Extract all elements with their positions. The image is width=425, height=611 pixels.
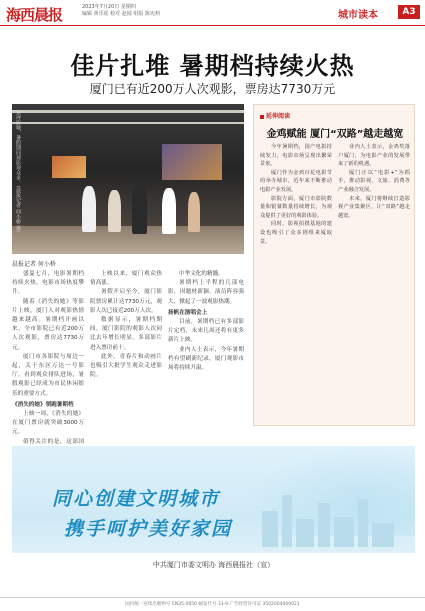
skyline-building (334, 517, 354, 547)
skyline-building (372, 523, 394, 547)
paragraph: 上映一周，《消失的她》在厦门票房就突破3000万元。 (12, 411, 84, 436)
paragraph: 未来，厦门将继续打造影视产业集聚区，让“双路”越走越宽。 (338, 195, 410, 219)
paragraph: 目前，暑期档已有多部影片定档，未来几周还将有更多新片上映。 (168, 319, 244, 344)
subheading: 扬帆在演唱会上 (168, 309, 208, 316)
section-name: 城市读本 (338, 10, 378, 21)
ceiling-light (12, 110, 244, 113)
page-number-badge: A3 (398, 5, 420, 19)
moviegoer (188, 192, 200, 232)
paragraph: 随着《消失的她》等影片上映，厦门人对观影热情越来越高。暑期档开画以来，全市影院已有近200万人次观影，票房达7730万元。 (12, 298, 84, 351)
newspaper-logo: 海西晨报 (6, 6, 63, 24)
paragraph: 暑期档上半程的几部电影，因题材新颖、演员阵容强大，掀起了一波观影热潮。 (168, 280, 244, 305)
lobby-floor (12, 226, 244, 254)
square-bullet-icon (260, 115, 264, 119)
paragraph: 值得关注的是，这部国 (23, 438, 84, 445)
skyline-building (262, 511, 278, 547)
article-column-3 (168, 270, 244, 438)
sidebar-column-1 (260, 143, 332, 421)
paragraph: 暑假开启至今，厦门影院票房累计达7730万元，观影人次已接近200万人次。 (90, 289, 162, 314)
paragraph: 同时，影视拍摄基地的建设也吸引了众多剧组来厦取景。 (260, 221, 332, 245)
page-footer: 国内统一连续出版物号 CN35-0050 邮发代号 33-9 广告经营许可证 3502004000021 (0, 597, 425, 611)
sidebar-tag-label: 延伸阅读 (266, 113, 291, 120)
banner-slogan-2: 携手呵护美好家园 (64, 518, 233, 540)
article-column-2 (90, 270, 162, 438)
sidebar-box (253, 104, 415, 426)
article-subhead: 厦门已有近200万人次观影，票房达7730万元 (89, 82, 336, 96)
promo-poster (52, 156, 86, 178)
article-byline: 晨报记者 何小桥 (12, 261, 56, 268)
moviegoer (132, 184, 147, 234)
moviegoer (82, 186, 96, 232)
paragraph: 业内人士表示，金鸡奖落户厦门，为电影产业的发展带来了新的机遇。 (338, 144, 410, 168)
subheading: 《消失的她》领跑暑期档 (12, 401, 74, 408)
article-photo (12, 104, 244, 254)
paragraph: 上映以来，厦门观众热情高涨。 (90, 271, 162, 287)
paragraph: 中华文化的精髓。 (179, 271, 224, 277)
sidebar-tag (260, 111, 290, 120)
civic-banner-ad (12, 446, 415, 579)
article-headline: 佳片扎堆 暑期档持续火热 (70, 51, 355, 80)
editor-line: 编辑 黄乐瑶 校对 赵圆 组版 陈宪莉 (82, 11, 160, 17)
banner-sponsor: 中共厦门市委文明办 海西晨报社（宣） (152, 561, 275, 569)
moviegoer (162, 188, 176, 234)
paragraph: 今年暑期档，国产电影持续发力，电影市场呈现出繁荣景象。 (260, 144, 332, 168)
masthead (0, 0, 425, 26)
paragraph: 厦门市各影院与周边一起，关于东区万达一号影厅，看到观众排队进场，暑假观影已经成为市民休闲娱乐的重要方式。 (12, 353, 84, 397)
sidebar-title: 金鸡赋能 厦门“双路”越走越宽 (266, 129, 404, 140)
banner-slogan-1: 同心创建文明城市 (52, 488, 221, 510)
paragraph: 此外，青春片和动画片也吸引大批学生观众走进影院。 (90, 353, 162, 379)
skyline-building (358, 499, 368, 547)
masthead-meta (82, 4, 160, 18)
promo-screen (162, 144, 222, 180)
photo-vertical-caption: 东坪影城，暑假期间观影观众多。（晨报记者 何小桥 摄） (15, 110, 21, 236)
issue-date: 2023年7月20日 星期四 (82, 4, 136, 10)
paragraph: 业内人士表示，今年暑期档有望刷新纪录，厦门观影市场将持续升温。 (168, 346, 244, 372)
skyline-building (296, 519, 314, 547)
moviegoer (108, 190, 121, 232)
ceiling-light (12, 122, 244, 124)
paragraph: 影院方面，厦门市影院数量和银幕数量持续增长，为观众提供了更好的观影体验。 (260, 195, 332, 219)
paragraph: 数据显示，暑期档期间，厦门影院的观影人次同比去年增长明显，多部影片进入票房前十。 (90, 317, 162, 351)
paragraph: 厦门作为金鸡百花电影节的举办城市，近年来不断推动电影产业发展。 (260, 169, 332, 193)
sidebar-column-2 (338, 143, 410, 421)
paragraph: 厦门正以“电影+”为抓手，推动影视、文旅、消费等产业融合发展。 (338, 169, 410, 193)
article-column-1 (12, 270, 84, 445)
skyline-building (318, 503, 330, 547)
paragraph: 盛夏七月，电影暑期档持续火热，电影市场热度攀升。 (12, 271, 84, 296)
skyline-building (282, 495, 292, 547)
